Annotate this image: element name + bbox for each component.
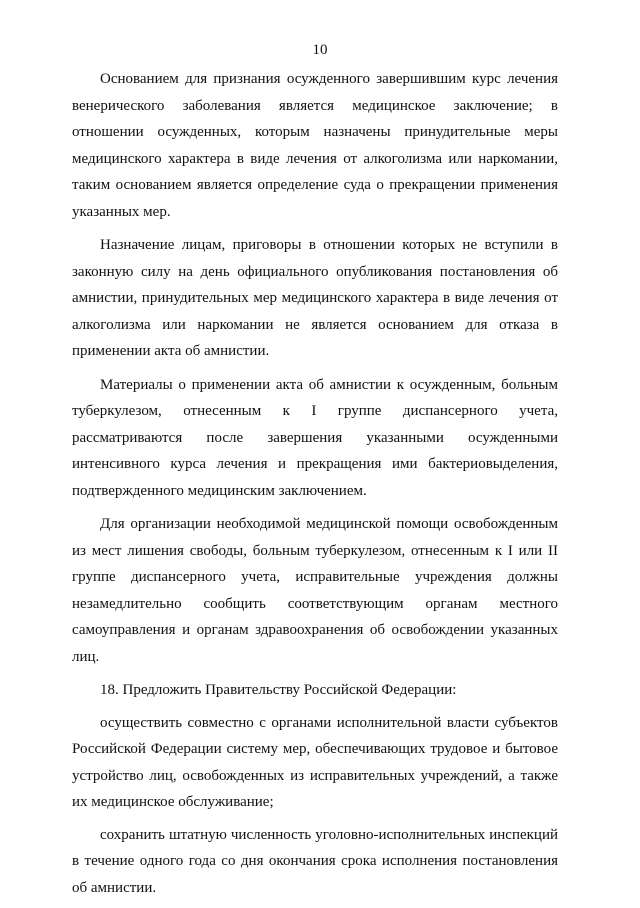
paragraph-tuberculosis-materials: Материалы о применении акта об амнистии к осужденным, больным туберкулезом, отнесенным к I группе диспансерного учета, рассматриваются после завершения указанными осужденными интенсивного курса лечения и прекращения ими бактериовыделения, подтвержденного медицинским заключением. [72,376,558,499]
document-body [72,66,558,908]
page-number: 10 [312,42,328,58]
paragraph-item-18-staffing: сохранить штатную численность уголовно-исполнительных инспекций в течение одного года со дня окончания срока исполнения постановления об амнистии. [72,826,558,896]
paragraph-medical-conclusion: Основанием для признания осужденного завершившим курс лечения венерического заболевания является медицинское заключение; в отношении осужденных, которым назначены принудительные меры медицинского характера в виде лечения от алкоголизма или наркомании, таким основанием является определение суда о прекращении применения указанных мер. [72,71,558,220]
paragraph-item-18-heading: 18. Предложить Правительству Российской Федерации: [100,682,457,698]
paragraph-medical-assistance: Для организации необходимой медицинской помощи освобожденным из мест лишения свободы, больным туберкулезом, отнесенным к I или II группе диспансерного учета, исправительные учреждения должны незамедлительно сообщить соответствующим органам местного самоуправления и органам здравоохранения об освобождении указанных лиц. [72,516,558,665]
paragraph-compulsory-measures: Назначение лицам, приговоры в отношении которых не вступили в законную силу на день официального опубликования постановления об амнистии, принудительных мер медицинского характера в виде лечения от алкоголизма или наркомании не является основанием для отказа в применении акта об амнистии. [72,237,558,359]
paragraph-item-18-measures: осуществить совместно с органами исполнительной власти субъектов Российской Федерации систему мер, обеспечивающих трудовое и бытовое устройство лиц, освобожденных из исправительных учреждений, а также их медицинское обслуживание; [72,714,558,810]
